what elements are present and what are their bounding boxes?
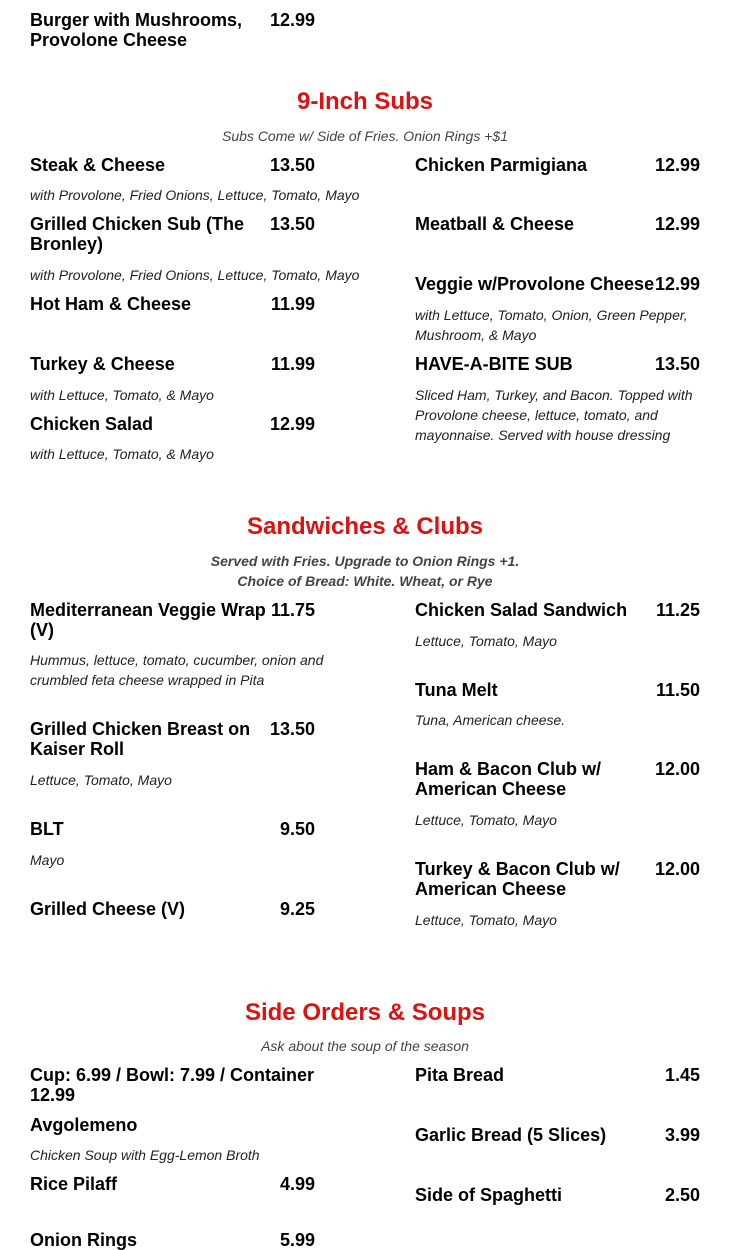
menu-item-name: Ham & Bacon Club w/ American Cheese [415, 759, 602, 799]
menu-item-name: Meatball & Cheese [415, 214, 575, 234]
menu-item-price: 12.99 [654, 155, 700, 175]
menu-item-name: Grilled Chicken Breast on Kaiser Roll [30, 719, 251, 759]
menu-item-desc: Chicken Soup with Egg-Lemon Broth [30, 1147, 260, 1163]
menu-item-price: 9.25 [279, 899, 315, 919]
menu-item-desc: with Provolone, Fried Onions, Lettuce, Tomato, Mayo [30, 267, 360, 283]
menu-item-price: 5.99 [279, 1230, 315, 1250]
menu-item-price: 4.99 [279, 1174, 315, 1194]
menu-item-price: 1.45 [664, 1065, 700, 1085]
section-title-sides: Side Orders & Soups [244, 999, 486, 1026]
menu-item-name: BLT [30, 819, 64, 839]
menu-item-price: 13.50 [654, 354, 700, 374]
menu-item-price: 9.50 [279, 819, 315, 839]
menu-item-name: Turkey & Bacon Club w/ American Cheese [415, 859, 620, 899]
menu-item-price: 11.25 [655, 600, 700, 620]
menu-item-name: Chicken Salad [30, 414, 154, 434]
menu-item-name: Turkey & Cheese [30, 354, 175, 374]
menu-item-desc: Lettuce, Tomato, Mayo [30, 772, 172, 788]
menu-item-name: Chicken Salad Sandwich [415, 600, 628, 620]
menu-item-desc: Lettuce, Tomato, Mayo [415, 633, 557, 649]
menu-item-price: 12.99 [269, 414, 315, 434]
menu-item-price: 12.99 [654, 274, 700, 294]
menu-item-name: Hot Ham & Cheese [30, 294, 192, 314]
menu-item-name: Pita Bread [415, 1065, 505, 1085]
section-note-subs: Subs Come w/ Side of Fries. Onion Rings +$1 [222, 128, 508, 144]
menu-item-desc: Lettuce, Tomato, Mayo [415, 912, 557, 928]
section-note-sandwiches: Served with Fries. Upgrade to Onion Rings +1. [210, 553, 520, 569]
menu-item-desc: Lettuce, Tomato, Mayo [415, 812, 557, 828]
menu-item-price: 12.99 [654, 214, 700, 234]
menu-item-price: 12.99 [269, 10, 315, 30]
menu-item-price: 13.50 [269, 214, 315, 234]
menu-item-desc: Tuna, American cheese. [415, 712, 566, 728]
menu-item-desc: Sliced Ham, Turkey, and Bacon. Topped with Provolone cheese, lettuce, tomato, and mayonnaise. Served with house dressing [415, 387, 693, 443]
menu-item-price: 13.50 [269, 155, 315, 175]
menu-item-name: Rice Pilaff [30, 1174, 118, 1194]
menu-item-price: 11.99 [270, 294, 315, 314]
menu-item-price: 12.00 [654, 759, 700, 779]
menu-item-name: Burger with Mushrooms, Provolone Cheese [30, 10, 243, 50]
menu-item-name: Chicken Parmigiana [415, 155, 588, 175]
menu-item-name: Grilled Chicken Sub (The Bronley) [30, 214, 245, 254]
menu-item-price: 11.99 [270, 354, 315, 374]
menu-item-desc: Mayo [30, 852, 65, 868]
menu-item-price: 11.75 [270, 600, 315, 620]
menu-item-price: 3.99 [664, 1125, 700, 1145]
menu-item-name: Mediterranean Veggie Wrap (V) [30, 600, 266, 640]
menu-item-desc: with Lettuce, Tomato, & Mayo [30, 387, 214, 403]
menu-item-name: Tuna Melt [415, 680, 498, 700]
menu-item-price: 13.50 [269, 719, 315, 739]
menu-item-desc: Hummus, lettuce, tomato, cucumber, onion and crumbled feta cheese wrapped in Pita [30, 652, 324, 688]
menu-item-name: Steak & Cheese [30, 155, 166, 175]
menu-item-name: Veggie w/Provolone Cheese [415, 274, 655, 294]
menu-item-desc: with Lettuce, Tomato, & Mayo [30, 446, 214, 462]
menu-item-price: 11.50 [655, 680, 700, 700]
menu-item-desc: with Provolone, Fried Onions, Lettuce, Tomato, Mayo [30, 187, 360, 203]
menu-item-price: 2.50 [664, 1185, 700, 1205]
menu-item-name: Garlic Bread (5 Slices) [415, 1125, 607, 1145]
menu-item-price: 12.00 [654, 859, 700, 879]
section-note-bread: Choice of Bread: White. Wheat, or Rye [237, 573, 493, 589]
section-title-subs: 9-Inch Subs [296, 88, 434, 115]
menu-item-name: Avgolemeno [30, 1115, 138, 1135]
section-note-sides: Ask about the soup of the season [261, 1038, 469, 1054]
section-title-sandwiches: Sandwiches & Clubs [246, 513, 484, 540]
menu-item-name: Onion Rings [30, 1230, 137, 1250]
menu-item-name: Cup: 6.99 / Bowl: 7.99 / Container 12.99 [30, 1065, 315, 1105]
menu-item-name: Side of Spaghetti [415, 1185, 563, 1205]
menu-item-name: Grilled Cheese (V) [30, 899, 186, 919]
menu-item-desc: with Lettuce, Tomato, Onion, Green Pepper, Mushroom, & Mayo [415, 307, 688, 343]
menu-item-name: HAVE-A-BITE SUB [415, 354, 573, 374]
